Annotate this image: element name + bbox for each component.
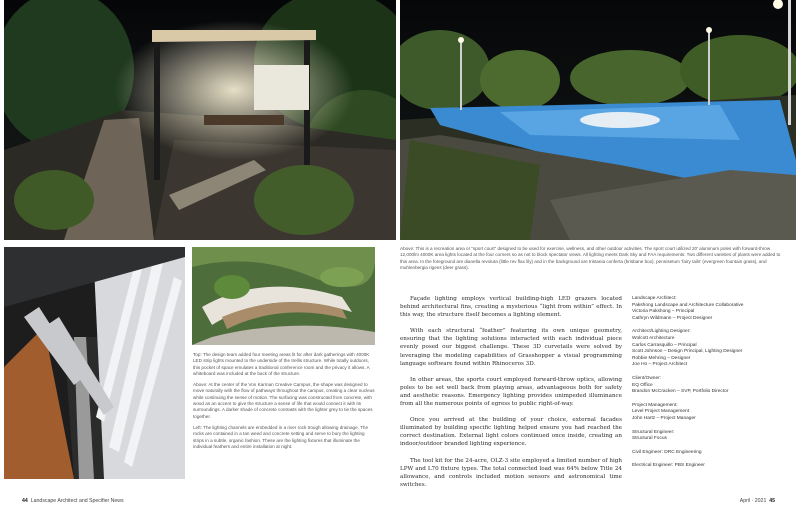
photo-feather-fins (4, 247, 185, 479)
project-credits (632, 296, 792, 477)
credit-line: EQ Office (632, 382, 653, 388)
photo-aerial-campus (192, 247, 375, 345)
credit-heading: Landscape Architect: (632, 296, 677, 301)
credit-line: Victoria Pakshong – Principal (632, 309, 695, 315)
credit-line: Civil Engineer: DRC Engineering (632, 449, 702, 455)
photo-meeting-trellis (4, 0, 396, 240)
footer-left (22, 498, 124, 504)
credit-line: Electrical Engineer: PBS Engineer (632, 463, 705, 469)
credit-group (632, 329, 792, 369)
credit-line: Structural Focus (632, 436, 667, 442)
caption-top: Top: The design team added four meeting areas lit for after dark gatherings with 4000K LED strip lights mounted to the underside of the trellis structure. While totally outdoors, this pocket of space emulates a traditional conference room and the privacy it allows. A whiteboard was included at the back of the structure. (193, 352, 370, 376)
footer-right (740, 498, 778, 504)
credit-heading: Architect/Lighting Designer: (632, 329, 691, 335)
credit-line: Carlos Carrasquillo – Principal (632, 342, 697, 348)
photo-sport-court (400, 0, 796, 240)
caption-left: Left: The lighting channels are embedded in a river rock trough allowing drainage. The rocks are contained in a tan weed and concrete setting and serve to bury the lighting strips in a subtle, organic fashion. These are the lighting fixtures that illuminate the individual feathers and entire installation at night. (193, 424, 369, 449)
body-paragraph: Once you arrived at the building of your choice, external facades illuminated by building specific lighting helped ensure you had reached the correct destination. External light colors continued once inside, creating an indoor/outdoor branded lighting experience. (400, 417, 622, 448)
issue-date: April · 2021 (739, 498, 767, 504)
publication-title: Landscape Architect and Specifier News (30, 498, 124, 504)
body-paragraph: Façade lighting employs vertical building-high LED grazers located behind architectural fins, creating a mysterious “light from within” effect. In this way, the structure itself becomes a lighting element. (400, 296, 622, 319)
credit-group (632, 450, 792, 457)
credit-group (632, 296, 792, 322)
credit-line: John Hartz – Project Manager (632, 415, 696, 421)
credit-group (632, 463, 792, 470)
credit-line: Robbie Mehring – Designer (632, 355, 691, 361)
article-body (400, 295, 622, 497)
credit-line: Wolcott Architecture (632, 335, 675, 341)
credit-line: Level Project Management (632, 409, 690, 415)
body-paragraph: In other areas, the sports court employed forward-throw optics, allowing poles to be set well back from playing areas, advantageous both for safety and aesthetic reasons. Emergency lighting provides unimpeded illuminance from all the numerous points of egress to public right-of-way. (400, 376, 622, 408)
caption-sport-court (400, 246, 786, 276)
credit-group (632, 430, 792, 443)
credit-heading: Client/Owner: (632, 375, 662, 381)
credit-line: Brandon McCracken – SVP, Portfolio Director (632, 389, 729, 395)
credit-line: Pakshong Landscape and Architecture Collaborative (632, 302, 744, 308)
credit-group (632, 376, 792, 396)
credit-line: Scott Johnson – Design Principal, Lighting Designer (632, 349, 743, 355)
credit-group (632, 403, 792, 423)
caption-text: Above: This is a recreation area or “sport court” designed to be used for exercise, wellness, and other outdoor activities. The sport court utilized 20’ aluminum poles with forward-throw 12,000lm 4000K area lights located at the four corners so as not to block spectator views. All lighting meets Dark Sky and FAA requirements. Two different varieties of plants were added to this area. In the foreground are dianella revoluta (little rev flax lily) and in the background are tristania conferta (brisbane box), pennisetum ‘fairy tails’ (evergreen fountain grass), and muhlenbergia rigens (deer grass). (400, 246, 781, 270)
page-number-right: 45 (769, 498, 775, 504)
caption-left-column (193, 352, 375, 455)
page-number-left: 44 (22, 498, 28, 504)
body-paragraph: With each structural “feather” featuring its own unique geometry, ensuring that the lighting solutions interacted with each individual piece evenly posed our biggest challenge. These 3D curvetails were solved by leveraging the modeling capabilities of Grasshopper a visual programming language software found within Rhinoceros 3D. (400, 328, 622, 367)
credit-heading: Project Management: (632, 402, 678, 408)
caption-above: Above: At the center of the Von Karman Creative Campus, the shape was designed to move naturally with the flow of pathways throughout the campus, creating a clear nucleus while continuing the sense of motion. The surfacing was constructed from concrete, with wood as an accent to give the structure a sense of life that would connect it with its surroundings. A darker shade of concrete contrasts with the lighter grey to tie the spaces together. (193, 382, 375, 419)
body-paragraph: The tool kit for the 24-acre, OLZ-3 site employed a limited number of high LPW and L70 fixture types. The total connected load was 64% below Title 24 allowance, and controls included motion sensors and astronomical time switches. (400, 457, 622, 488)
credit-line: Cathryn Wildmann – Project Designer (632, 315, 713, 321)
credit-heading: Structural Engineer: (632, 429, 675, 435)
credit-line: Joe Ho – Project Architect (632, 362, 688, 368)
